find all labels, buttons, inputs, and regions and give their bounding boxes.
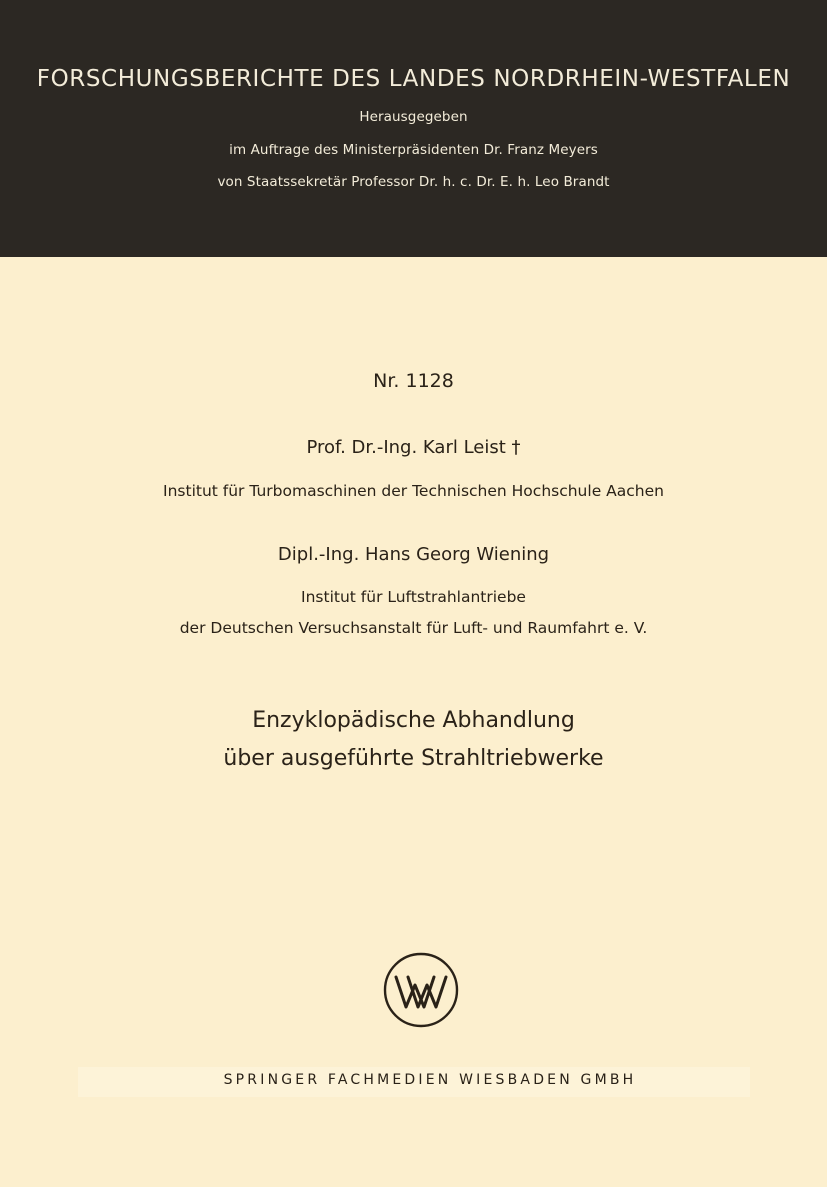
report-number: Nr. 1128 bbox=[373, 370, 454, 392]
series-banner bbox=[0, 0, 827, 257]
publisher-name: SPRINGER FACHMEDIEN WIESBADEN GMBH bbox=[223, 1072, 637, 1088]
book-title-line-1: Enzyklopädische Abhandlung bbox=[252, 708, 575, 733]
editor-line-1: Herausgegeben bbox=[359, 109, 468, 125]
book-title-line-2: über ausgeführte Strahltriebwerke bbox=[223, 746, 604, 771]
publisher-w-logo-icon bbox=[382, 951, 460, 1029]
series-title: FORSCHUNGSBERICHTE DES LANDES NORDRHEIN-WESTFALEN bbox=[36, 66, 791, 92]
author-1-institution: Institut für Turbomaschinen der Technischen Hochschule Aachen bbox=[163, 482, 664, 500]
editor-line-3: von Staatssekretär Professor Dr. h. c. Dr. E. h. Leo Brandt bbox=[217, 174, 610, 190]
author-2-institution-line-1: Institut für Luftstrahlantriebe bbox=[301, 588, 526, 606]
author-2-institution-line-2: der Deutschen Versuchsanstalt für Luft- und Raumfahrt e. V. bbox=[179, 619, 648, 637]
editor-line-2: im Auftrage des Ministerpräsidenten Dr. Franz Meyers bbox=[229, 142, 598, 158]
author-2-name: Dipl.-Ing. Hans Georg Wiening bbox=[277, 544, 550, 565]
author-1-name: Prof. Dr.-Ing. Karl Leist † bbox=[306, 437, 521, 458]
